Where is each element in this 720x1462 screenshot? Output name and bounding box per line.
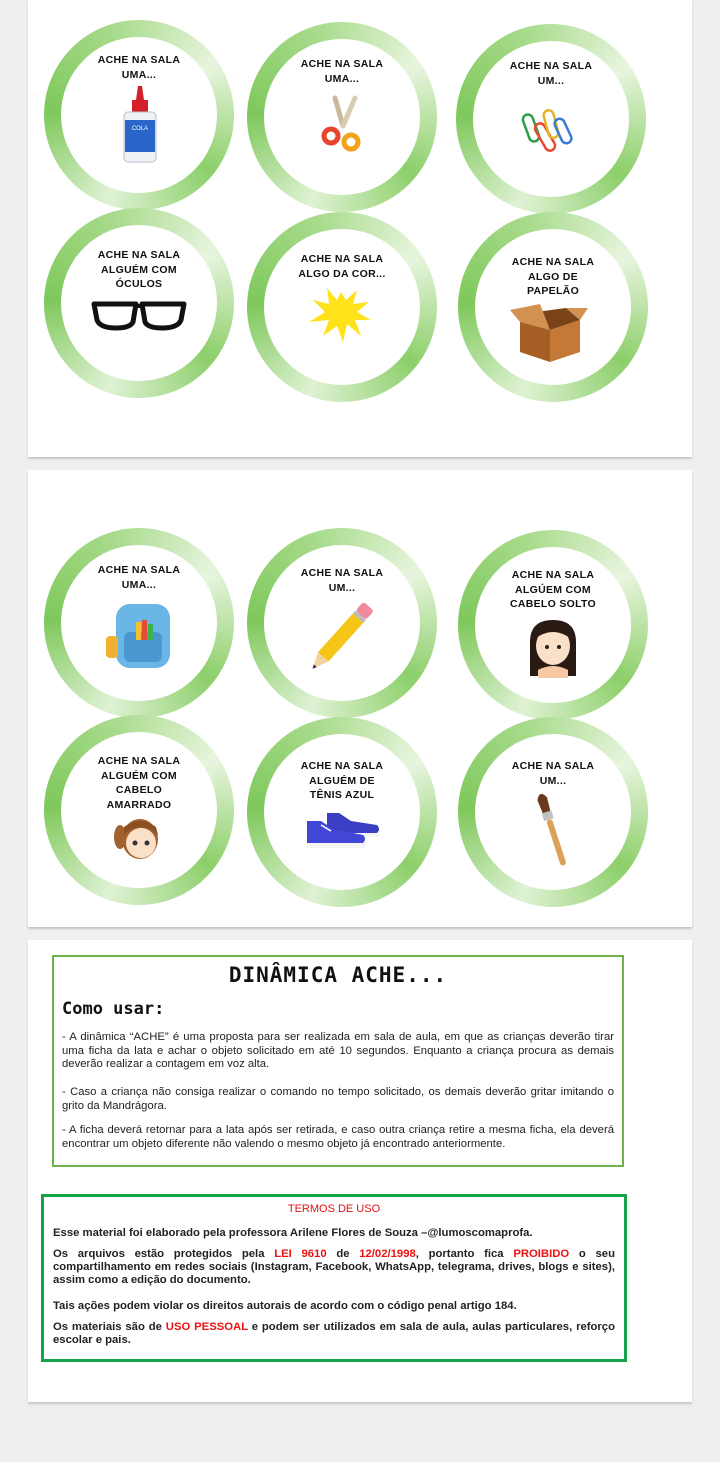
terms-text: e podem ser utilizados em sala de aula, aulas particulares, reforço escolar e pais. bbox=[53, 1321, 615, 1346]
card-cardboard bbox=[458, 212, 648, 402]
card-blue-sneakers bbox=[247, 717, 437, 907]
pencil-icon bbox=[247, 528, 437, 718]
card-paper-clips bbox=[456, 24, 646, 214]
card-line: ÓCULOS bbox=[115, 278, 163, 290]
card-line: ACHE NA SALA bbox=[97, 249, 181, 261]
card-line: ALGUÉM COM bbox=[101, 769, 177, 782]
card-line: UM... bbox=[539, 774, 567, 787]
blue-sneakers-icon bbox=[247, 717, 437, 907]
terms-of-use-box bbox=[41, 1194, 627, 1362]
card-line: ALGO DA COR... bbox=[298, 267, 386, 280]
card-glasses bbox=[44, 208, 234, 398]
glasses-icon bbox=[44, 208, 234, 398]
yellow-splash-icon bbox=[247, 212, 437, 402]
card-line: ALGUÉM DE bbox=[309, 774, 375, 787]
card-line: UMA... bbox=[121, 578, 157, 591]
instruction-paragraph: - Caso a criança não consiga realizar o comando no tempo solicitado, os demais deverão gritar imitando o grito da Mandrágora. bbox=[62, 1086, 614, 1112]
card-loose-hair bbox=[458, 530, 648, 720]
girl-loose-hair-icon bbox=[458, 530, 648, 720]
card-line: CABELO SOLTO bbox=[509, 598, 597, 610]
instructions-subtitle: Como usar: bbox=[62, 999, 165, 1019]
card-line: ACHE NA SALA bbox=[97, 755, 181, 767]
card-line: ACHE NA SALA bbox=[300, 760, 384, 772]
terms-paragraph bbox=[53, 1321, 615, 1347]
card-line: ACHE NA SALA bbox=[300, 58, 384, 70]
card-glue bbox=[44, 20, 234, 210]
terms-uso-pessoal: USO PESSOAL bbox=[165, 1321, 248, 1333]
card-scissors bbox=[247, 22, 437, 212]
card-line: CABELO bbox=[115, 784, 163, 796]
terms-text: , portanto fica bbox=[415, 1248, 514, 1260]
card-line: ACHE NA SALA bbox=[511, 256, 595, 268]
terms-text: o seu compartilhamento em redes sociais (Instagram, Facebook, WhatsApp, telegrama, drives, blogs e sites), assim como a edição do documento. bbox=[53, 1248, 615, 1286]
card-tied-hair bbox=[44, 715, 234, 905]
card-pencil bbox=[247, 528, 437, 718]
card-line: ACHE NA SALA bbox=[509, 60, 593, 72]
card-line: PAPELÃO bbox=[526, 285, 580, 297]
card-line: ALGÚEM COM bbox=[515, 583, 591, 596]
card-line: ACHE NA SALA bbox=[97, 564, 181, 576]
girl-tied-hair-icon bbox=[44, 715, 234, 905]
scissors-icon bbox=[247, 22, 437, 212]
glue-label: COLA bbox=[131, 126, 149, 132]
card-line: ACHE NA SALA bbox=[300, 567, 384, 579]
terms-text: Os arquivos estão protegidos pela bbox=[53, 1248, 275, 1260]
card-line: ACHE NA SALA bbox=[511, 569, 595, 581]
card-line: ALGUÉM COM bbox=[101, 263, 177, 276]
terms-text: de bbox=[326, 1248, 360, 1260]
terms-title: TERMOS DE USO bbox=[287, 1203, 381, 1215]
instruction-paragraph: - A dinâmica “ACHE” é uma proposta para ser realizada em sala de aula, em que as crianças deverão tirar uma ficha da lata e achar o objeto solicitado em até 10 segundos. Enquanto a criança procura as demais deverão realizar a contagem em voz alta. bbox=[62, 1031, 614, 1070]
glue-bottle-icon bbox=[44, 20, 234, 210]
card-paintbrush bbox=[458, 717, 648, 907]
terms-law: LEI 9610 bbox=[274, 1248, 327, 1260]
backpack-icon bbox=[44, 528, 234, 718]
card-backpack bbox=[44, 528, 234, 718]
card-line: ACHE NA SALA bbox=[300, 253, 384, 265]
card-line: AMARRADO bbox=[106, 798, 172, 811]
terms-paragraph: Esse material foi elaborado pela professora Arilene Flores de Souza –@lumoscomaprofa. bbox=[53, 1227, 533, 1239]
terms-proibido: PROIBIDO bbox=[513, 1248, 570, 1260]
card-line: TÊNIS AZUL bbox=[309, 789, 375, 801]
paintbrush-icon bbox=[458, 717, 648, 907]
paper-clips-icon bbox=[456, 24, 646, 214]
terms-paragraph: Tais ações podem violar os direitos autorais de acordo com o código penal artigo 184. bbox=[53, 1300, 517, 1312]
card-line: UMA... bbox=[121, 68, 157, 81]
cardboard-box-icon bbox=[458, 212, 648, 402]
terms-text: Os materiais são de bbox=[53, 1321, 166, 1333]
instructions-box bbox=[52, 955, 624, 1167]
card-yellow bbox=[247, 212, 437, 402]
instruction-paragraph: - A ficha deverá retornar para a lata após ser retirada, e caso outra criança retire a mesma ficha, ela deverá encontrar um objeto diferente não valendo o mesmo objeto já encontrado anteriormente. bbox=[62, 1124, 614, 1150]
instructions-title: DINÂMICA ACHE... bbox=[228, 963, 448, 987]
card-line: ACHE NA SALA bbox=[97, 54, 181, 66]
card-line: UM... bbox=[537, 74, 565, 87]
card-line: UM... bbox=[328, 581, 356, 594]
terms-paragraph bbox=[53, 1248, 615, 1287]
card-line: ALGO DE bbox=[528, 270, 578, 283]
card-line: UMA... bbox=[324, 72, 360, 85]
card-line: ACHE NA SALA bbox=[511, 760, 595, 772]
terms-date: 12/02/1998 bbox=[359, 1248, 416, 1260]
